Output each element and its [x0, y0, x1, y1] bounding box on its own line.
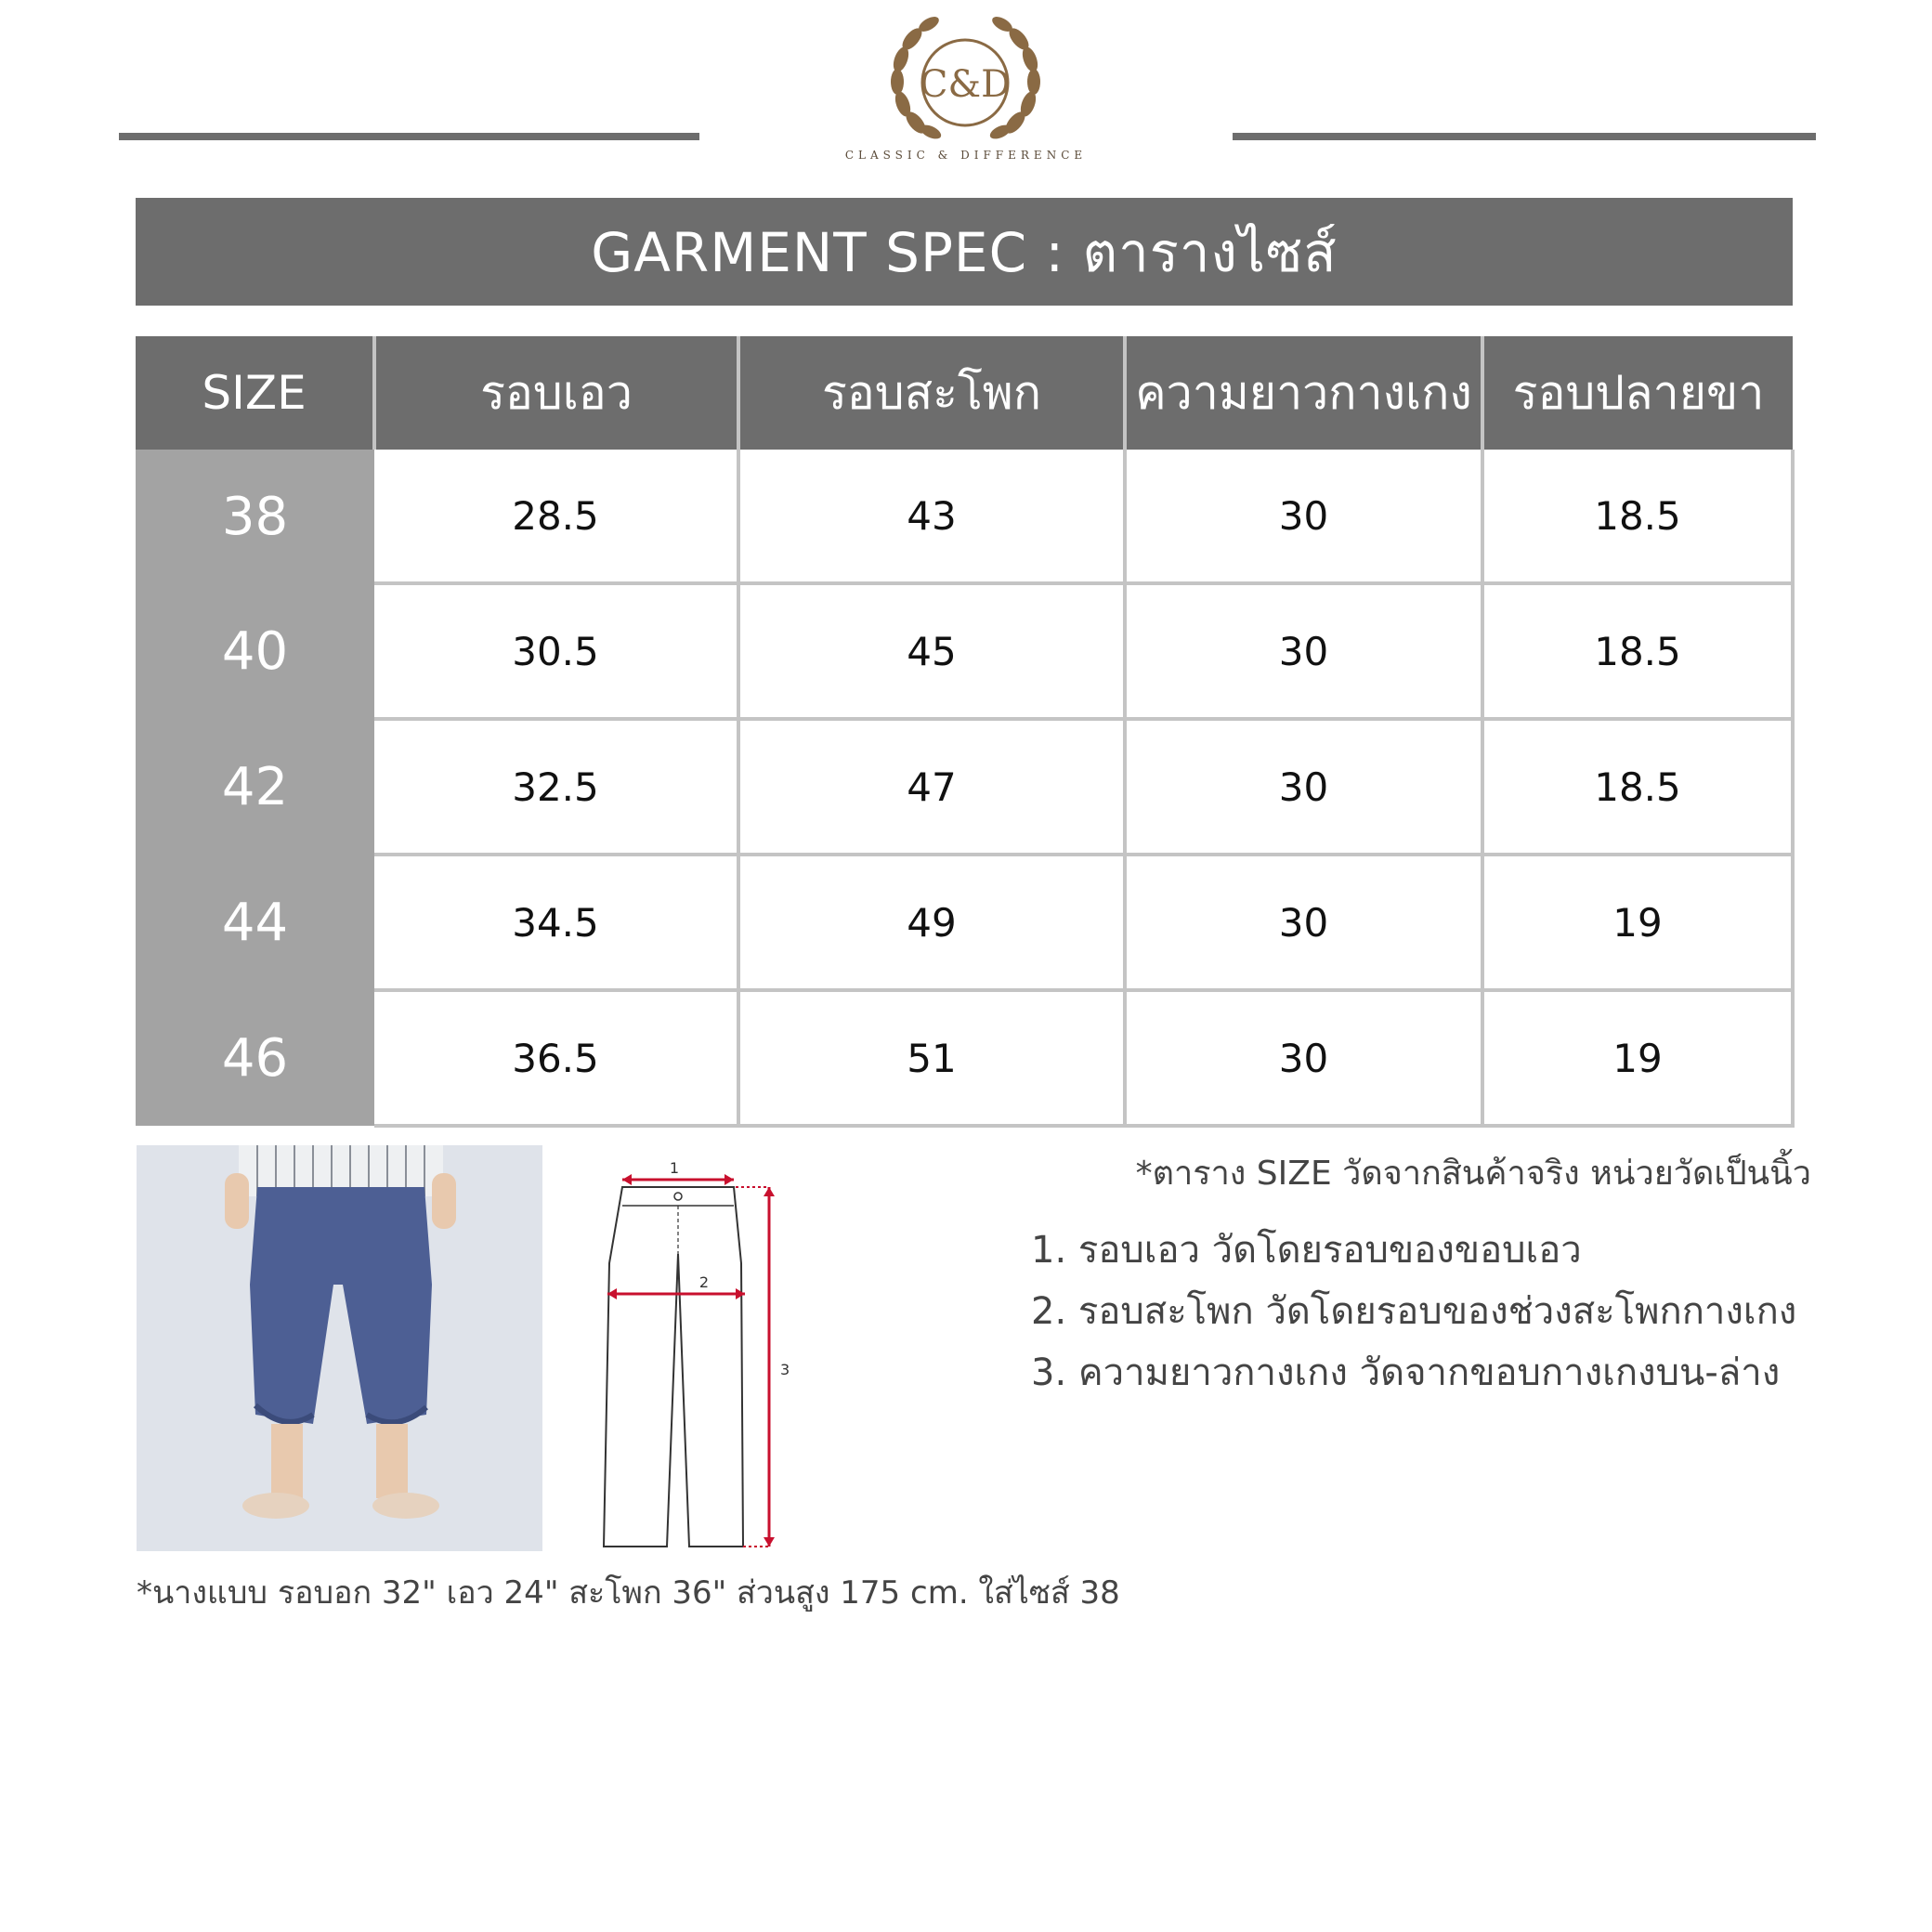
- measurement-unit-note: *ตาราง SIZE วัดจากสินค้าจริง หน่วยวัดเป็นนิ้ว: [1135, 1155, 1811, 1193]
- table-row: [136, 719, 1793, 855]
- size-cell: 44: [136, 855, 374, 990]
- hip-cell: 49: [738, 855, 1125, 990]
- header-pants-length: ความยาวกางเกง: [1125, 336, 1482, 450]
- note-item: 3. ความยาวกางเกง วัดจากขอบกางเกงบน-ล่าง: [1031, 1351, 1781, 1394]
- logo-monogram: C&D: [919, 63, 1012, 106]
- header-hip: รอบสะโพก: [738, 336, 1125, 450]
- waist-cell: 28.5: [374, 450, 738, 583]
- length-cell: 30: [1125, 719, 1482, 855]
- waist-cell: 34.5: [374, 855, 738, 990]
- leg-opening-cell: 18.5: [1482, 719, 1793, 855]
- leg-opening-cell: 18.5: [1482, 583, 1793, 719]
- length-cell: 30: [1125, 990, 1482, 1126]
- leg-opening-cell: 19: [1482, 990, 1793, 1126]
- hip-cell: 43: [738, 450, 1125, 583]
- length-cell: 30: [1125, 855, 1482, 990]
- table-header-row: [136, 336, 1793, 450]
- leg-opening-cell: 19: [1482, 855, 1793, 990]
- leg-opening-cell: 18.5: [1482, 450, 1793, 583]
- length-cell: 30: [1125, 583, 1482, 719]
- logo-tagline: CLASSIC & DIFFERENCE: [844, 149, 1088, 162]
- hip-cell: 51: [738, 990, 1125, 1126]
- diagram-label-1: 1: [669, 1159, 680, 1177]
- waist-cell: 32.5: [374, 719, 738, 855]
- table-row: [136, 855, 1793, 990]
- brand-logo: [884, 13, 1047, 162]
- waist-cell: 36.5: [374, 990, 738, 1126]
- diagram-label-3: 3: [780, 1361, 790, 1378]
- size-cell: 40: [136, 583, 374, 719]
- table-row: [136, 583, 1793, 719]
- measurement-notes: [1031, 1146, 1811, 1403]
- model-photo: [137, 1145, 542, 1551]
- size-cell: 38: [136, 450, 374, 583]
- waist-cell: 30.5: [374, 583, 738, 719]
- laurel-wreath-icon: [884, 13, 1047, 162]
- header-rule-left: [119, 133, 699, 140]
- note-item: 1. รอบเอว วัดโดยรอบของขอบเอว: [1031, 1229, 1582, 1272]
- model-size-note: *นางแบบ รอบอก 32" เอว 24" สะโพก 36" ส่วนสูง 175 cm. ใส่ไซส์ 38: [137, 1574, 1120, 1612]
- size-cell: 42: [136, 719, 374, 855]
- diagram-label-2: 2: [698, 1273, 710, 1291]
- header-waist: รอบเอว: [374, 336, 738, 450]
- table-row: [136, 990, 1793, 1126]
- note-item: 2. รอบสะโพก วัดโดยรอบของช่วงสะโพกกางเกง: [1031, 1290, 1797, 1333]
- header-size: SIZE: [136, 336, 374, 450]
- pants-measurement-diagram: [594, 1152, 799, 1560]
- page-title: GARMENT SPEC : ตารางไซส์: [136, 198, 1793, 306]
- header-leg-opening: รอบปลายขา: [1482, 336, 1793, 450]
- hip-cell: 45: [738, 583, 1125, 719]
- size-cell: 46: [136, 990, 374, 1126]
- length-cell: 30: [1125, 450, 1482, 583]
- size-chart-table: [136, 336, 1795, 1128]
- header-rule-right: [1233, 133, 1816, 140]
- hip-cell: 47: [738, 719, 1125, 855]
- table-row: [136, 450, 1793, 583]
